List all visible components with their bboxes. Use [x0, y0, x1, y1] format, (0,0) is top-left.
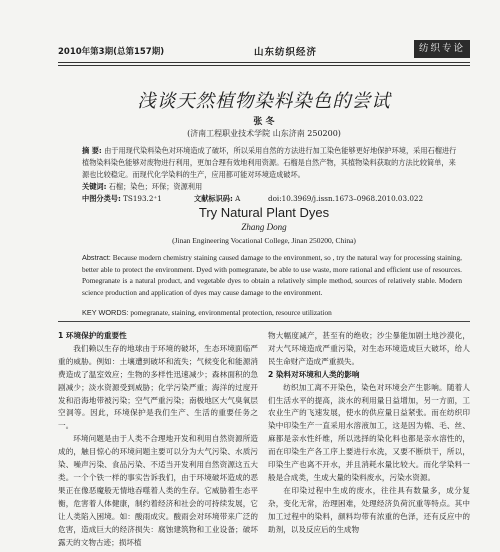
english-abstract	[82, 252, 462, 298]
chinese-affiliation: (济南工程职业技术学院 山东济南 250200)	[187, 129, 341, 138]
right-column	[268, 330, 470, 537]
doc-code-label: 文献标识码:	[194, 194, 233, 203]
doc-code: A	[235, 194, 241, 203]
journal-name: 山东纺织经济	[254, 47, 318, 58]
clc-label: 中图分类号:	[82, 194, 121, 203]
keywords-label: 关键词:	[82, 182, 107, 191]
body-paragraph: 物大幅度减产，甚至有的绝收；沙尘暴能加剧土地沙漠化，对大气环境造成严重污染，对生态环境造成巨大破坏，给人民生命财产造成严重损失。	[268, 331, 470, 366]
body-paragraph: 在印染过程中生成的废水，往往具有数量多，成分复杂，变化无常，治理困难，处理经济负荷沉重等特点。其中加工过程中的染料，颜料均带有浓重的色泽，还有反应中的助剂，以及反应后的生成物	[268, 485, 470, 534]
column-tag-badge: 纺织专论	[414, 40, 470, 58]
chinese-title: 浅谈天然植物染料染色的尝试	[137, 91, 391, 112]
clc-number: TS193.2⁺1	[123, 194, 162, 203]
section-heading-1: 1 环境保护的重要性	[58, 331, 127, 340]
english-keywords	[82, 307, 462, 319]
english-keywords-text: pomegranate, staining, environmental protection, resource utilization	[130, 308, 332, 317]
english-affiliation: (Jinan Engineering Vocational College, Jinan 250200, China)	[172, 236, 356, 245]
english-keywords-label: KEY WORDS:	[82, 308, 129, 317]
english-abstract-text: Because modern chemistry staining caused damage to the environment, so , try the natural way for processing staining, better able to protect the environment. Dyed with pomegranate, be able to use waste, more rational and efficient use of resources. Pomegranate is a natural product, and vegetable dyes to obtain a relatively simple method, sources of relatively stable. Modern science production and application of dyes may cause damage to the environment.	[82, 253, 462, 297]
english-abstract-label: Abstract:	[82, 253, 111, 262]
keywords-text: 石榴；染色；环保；资源利用	[108, 182, 203, 191]
english-title: Try Natural Plant Dyes	[198, 205, 330, 220]
body-divider	[58, 321, 470, 322]
document-code	[194, 193, 240, 205]
body-paragraph: 我们赖以生存的地球由于环境的破坏，生态环境面临严重的威胁。例如：土壤遭到破坏和流失；气候变化和能源消费造成了温室效应；生物的多样性迅速减少；森林面积的急剧减少；淡水资源受到威胁；化学污染严重；海洋的过度开发和沿海地带被污染；空气严重污染；南极地区大气臭氧层空洞等。因此，环境保护是我们生产、生活的重要任务之一。	[58, 343, 258, 431]
doi: doi:10.3969/j.issn.1673–0968.2010.03.022	[268, 194, 424, 203]
chinese-abstract	[82, 145, 462, 181]
left-column	[58, 330, 258, 549]
header-rule-thin	[58, 65, 470, 66]
running-header	[58, 42, 470, 58]
abstract-label: 摘 要:	[82, 146, 102, 155]
abstract-text: 由于用现代染料染色对环境造成了破坏，所以采用自然的方法进行加工染色能够更好地保护环境，采用石榴进行植物染料染色能够对废物进行利用，更加合理有效地利用资源。石榴是自然产物，其植物染料获取的方法比较简单，来源也比较稳定。而现代化学染料的生产，应用都可能对环境造成破坏。	[82, 146, 457, 179]
header-rule-thick	[58, 62, 470, 63]
english-author: Zhang Dong	[241, 222, 287, 232]
body-paragraph: 纺织加工离不开染色，染色对环境会产生影响。随着人们生活水平的提高，淡水的利用量日益增加，另一方面，工农业生产的飞速发展，使水的供应量日益紧张。而在纺织印染中印染生产一直采用水溶液加工，这是因为棉、毛、丝、麻都是亲水性纤维，所以选择的染化料也都是亲水溶性的，而在印染生产各工序上要进行水洗，又要不断烘干，所以，印染生产也离不开水，并且消耗水量比较大。而化学染料一般是合成类，生成大量的染料废水，污染水资源。	[268, 382, 470, 482]
section-heading-2: 2 染料对环境和人类的影响	[268, 369, 360, 379]
chinese-keywords	[82, 181, 462, 193]
issue-info: 2010年第3期(总第157期)	[58, 47, 165, 57]
chinese-author: 张 冬	[253, 117, 275, 127]
body-paragraph: 环境问题是由于人类不合理地开发和利用自然资源所造成的，触目惊心的环境问题主要可以分为大气污染、水质污染、噪声污染、食品污染、不适当开发利用自然资源这五大类。一个个铁一样的事实告诉我们，由于环境破坏造成的恶果正在像恶魔般无情地吞噬着人类的生存。它威胁着生态平衡，危害着人体健康，制约着经济和社会的可持续发展，它让人类陷入困境。如：酸雨成灾。酸雨会对环境带来广泛的危害，造成巨大的经济损失：腐蚀建筑物和工业设备；破坏露天的文物古迹；损坏植	[58, 434, 258, 547]
